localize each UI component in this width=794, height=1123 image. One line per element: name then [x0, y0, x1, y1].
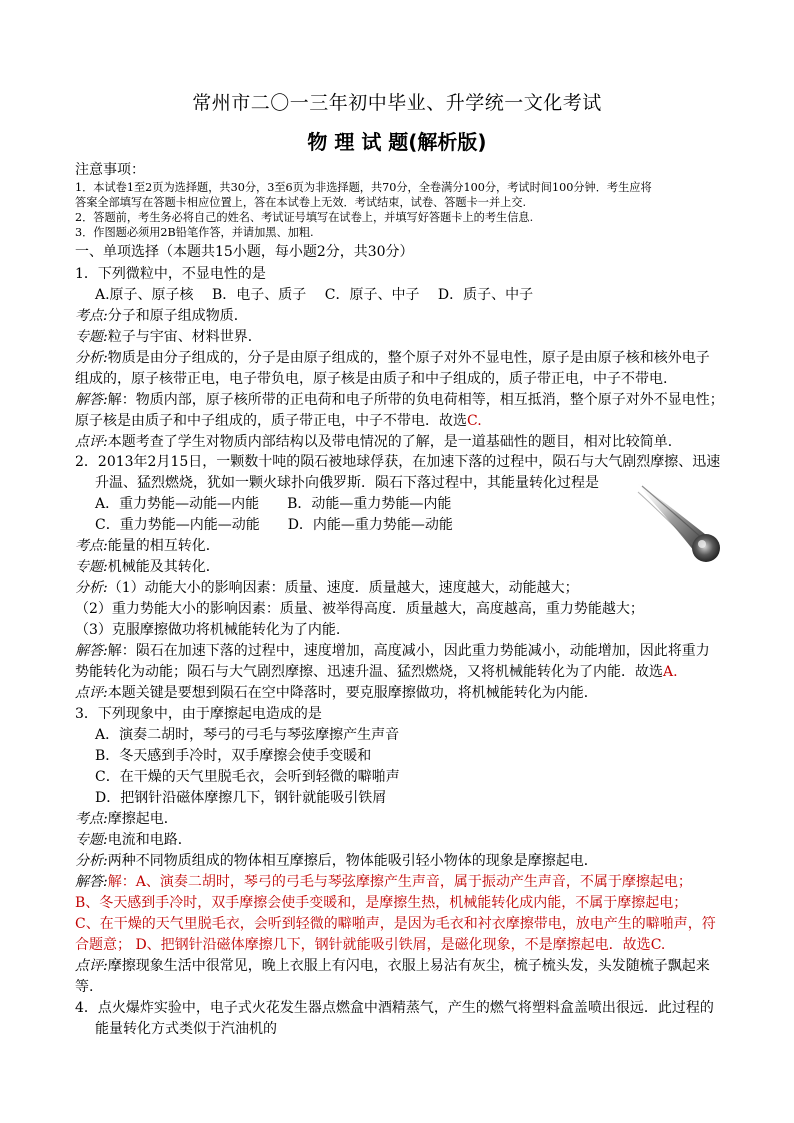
q2-options-cd: C．重力势能—内能—动能 D．内能—重力势能—动能 — [95, 517, 453, 533]
q3-zhuanti — [75, 830, 192, 850]
q3-option-a: A．演奏二胡时，琴弓的弓毛与琴弦摩擦产生声音 — [95, 727, 400, 743]
q1-jieda-text-2: 原子核是由质子和中子组成的，质子带正电，中子不带电．故选 — [75, 413, 467, 429]
notice-heading: 注意事项： — [75, 162, 145, 178]
exam-subtitle: 物 理 试 题(解析版) — [307, 130, 487, 154]
q1-zhuanti-text: 粒子与宇宙、材料世界． — [107, 329, 262, 345]
meteor-image — [632, 478, 724, 570]
q2-fenxi-2: （2）重力势能大小的影响因素：质量、被举得高度．质量越大，高度越高，重力势能越大； — [75, 601, 644, 617]
q2-stem: 2．2013年2月15日，一颗数十吨的陨石被地球俘获，在加速下落的过程中，陨石与大气剧烈摩擦、迅速 — [75, 454, 721, 470]
q3-jieda-4 — [75, 935, 665, 955]
q1-stem: 1．下列微粒中，不显电性的是 — [75, 266, 266, 282]
label-fenxi: 分析: — [75, 350, 108, 366]
label-dianping: 点评: — [75, 434, 108, 450]
q2-fenxi-text: （1）动能大小的影响因素：质量、速度．质量越大，速度越大，动能越大； — [107, 580, 579, 596]
q2-kaodian-text: 能量的相互转化． — [107, 538, 220, 554]
q2-jieda-text: 解：陨石在加速下落的过程中，速度增加，高度减小，因此重力势能减小，动能增加，因此将重力 — [107, 643, 710, 659]
q2-jieda-text-2: 势能转化为动能；陨石与大气剧烈摩擦、迅速升温、猛烈燃烧，又将机械能转化为了内能．故选 — [75, 664, 663, 680]
q1-dianping-text: 本题考查了学生对物质内部结构以及带电情况的了解，是一道基础性的题目，相对比较简单． — [107, 434, 682, 450]
q1-dianping — [75, 432, 682, 452]
q3-jieda-2: B、冬天感到手冷时，双手摩擦会使手变暖和，是摩擦生热，机械能转化成内能，不属于摩擦起电； — [75, 895, 688, 911]
q1-fenxi-cont: 组成的，原子核带正电，电子带负电，原子核是由质子和中子组成的，质子带正电，中子不带电. — [75, 371, 668, 387]
q3-option-d: D．把钢针沿磁体摩擦几下，钢针就能吸引铁屑 — [95, 790, 387, 806]
exam-title: 常州市二〇一三年初中毕业、升学统一文化考试 — [192, 92, 602, 114]
q3-jieda — [75, 872, 692, 892]
q2-dianping-text: 本题关键是要想到陨石在空中降落时，要克服摩擦做功，将机械能转化为内能． — [107, 685, 598, 701]
q3-fenxi-text: 两种不同物质组成的物体相互摩擦后，物体能吸引轻小物体的现象是摩擦起电． — [107, 853, 598, 869]
label-zhuanti: 专题: — [75, 832, 108, 848]
q3-option-c: C．在干燥的天气里脱毛衣，会听到轻微的噼啪声 — [95, 769, 400, 785]
q2-fenxi-3: （3）克服摩擦做功将机械能转化为了内能. — [75, 622, 341, 638]
notice-item-2: 2．答题前，考生务必将自己的姓名、考试证号填写在试卷上，并填写好答题卡上的考生信息. — [75, 211, 534, 224]
q2-fenxi — [75, 578, 579, 598]
notice-item-1: 1．本试卷1至2页为选择题，共30分，3至6页为非选择题，共70分，全卷满分100分，考试时间100分钟．考生应将 — [75, 181, 652, 194]
notice-item-3: 3．作图题必须用2B铅笔作答，并请加黑、加粗. — [75, 226, 314, 239]
q2-answer: A. — [663, 664, 678, 680]
notice-item-1-cont: 答案全部填写在答题卡相应位置上，答在本试卷上无效．考试结束，试卷、答题卡一并上交. — [75, 196, 527, 209]
q1-kaodian-text: 分子和原子组成物质． — [107, 308, 248, 324]
q4-stem-cont: 能量转化方式类似于汽油机的 — [95, 1021, 277, 1037]
label-zhuanti: 专题: — [75, 329, 108, 345]
q3-dianping-text: 摩擦现象生活中很常见，晚上衣服上有闪电，衣服上易沾有灰尘，梳子梳头发，头发随梳子飘起来 — [107, 958, 710, 974]
q3-jieda-text-4: 合题意； D、把钢针沿磁体摩擦几下，钢针就能吸引铁屑，是磁化现象，不是摩擦起电．故选 — [75, 937, 651, 953]
q2-stem-cont: 升温、猛烈燃烧，犹如一颗火球扑向俄罗斯．陨石下落过程中，其能量转化过程是 — [95, 475, 599, 491]
q3-jieda-text: 解：A、演奏二胡时，琴弓的弓毛与琴弦摩擦产生声音，属于振动产生声音，不属于摩擦起电； — [107, 874, 692, 890]
q2-jieda-cont — [75, 662, 678, 682]
q3-answer: C. — [650, 937, 666, 953]
q1-fenxi — [75, 348, 710, 368]
label-dianping: 点评: — [75, 958, 108, 974]
label-kaodian: 考点: — [75, 308, 108, 324]
q2-options-ab: A．重力势能—动能—内能 B．动能—重力势能—内能 — [95, 496, 452, 512]
q2-jieda — [75, 641, 710, 661]
label-kaodian: 考点: — [75, 538, 108, 554]
section-heading: 一、单项选择（本题共15小题，每小题2分，共30分） — [75, 244, 414, 260]
q3-jieda-3: C、在干燥的天气里脱毛衣，会听到轻微的噼啪声，是因为毛衣和衬衣摩擦带电，放电产生的噼啪声，符 — [75, 916, 716, 932]
q3-kaodian-text: 摩擦起电． — [107, 811, 178, 827]
q2-dianping — [75, 683, 598, 703]
q3-stem: 3．下列现象中，由于摩擦起电造成的是 — [75, 706, 322, 722]
label-jieda: 解答: — [75, 392, 108, 408]
q3-option-b: B．冬天感到手冷时，双手摩擦会使手变暖和 — [95, 748, 372, 764]
q2-zhuanti — [75, 557, 220, 577]
q3-fenxi — [75, 851, 598, 871]
q4-stem: 4．点火爆炸实验中，电子式火花发生器点燃盒中酒精蒸气，产生的燃气将塑料盒盖喷出很远．此过程的 — [75, 1000, 714, 1016]
label-zhuanti: 专题: — [75, 559, 108, 575]
label-jieda: 解答: — [75, 643, 108, 659]
q1-jieda — [75, 390, 724, 410]
label-fenxi: 分析: — [75, 853, 108, 869]
q1-answer: C. — [467, 413, 482, 429]
q3-zhuanti-text: 电流和电路． — [107, 832, 192, 848]
q3-kaodian — [75, 809, 178, 829]
q1-options: A.原子、原子核 B．电子、质子 C．原子、中子 D．质子、中子 — [95, 287, 534, 303]
q3-dianping — [75, 956, 710, 976]
q2-kaodian — [75, 536, 220, 556]
q2-zhuanti-text: 机械能及其转化． — [107, 559, 220, 575]
q1-jieda-text: 解：物质内部，原子核所带的正电荷和电子所带的负电荷相等，相互抵消，整个原子对外不显电性； — [107, 392, 724, 408]
q1-fenxi-text: 物质是由分子组成的，分子是由原子组成的，整个原子对外不显电性，原子是由原子核和核外电子 — [107, 350, 710, 366]
q1-jieda-cont — [75, 411, 482, 431]
q3-dianping-cont: 等. — [75, 979, 94, 995]
q1-zhuanti — [75, 327, 262, 347]
label-fenxi: 分析: — [75, 580, 108, 596]
label-jieda: 解答: — [75, 874, 108, 890]
label-dianping: 点评: — [75, 685, 108, 701]
q1-kaodian — [75, 306, 248, 326]
label-kaodian: 考点: — [75, 811, 108, 827]
